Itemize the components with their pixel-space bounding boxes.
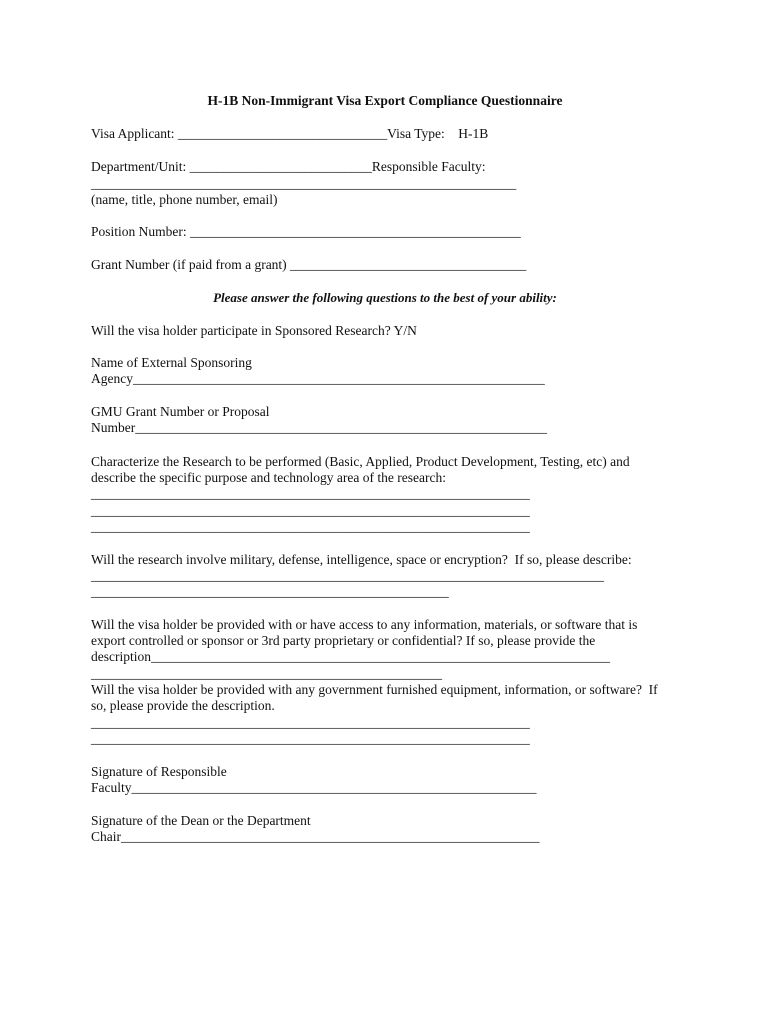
characterize-blank-1: _________________________________________________________________ xyxy=(91,486,530,501)
faculty-note: (name, title, phone number, email) xyxy=(91,192,278,207)
sponsored-research-question: Will the visa holder participate in Sponsored Research? Y/N xyxy=(91,323,417,338)
characterize-blank-2: _________________________________________________________________ xyxy=(91,503,530,518)
document-title: H-1B Non-Immigrant Visa Export Compliance Questionnaire xyxy=(207,93,563,108)
sponsor-agency-line: Agency_____________________________________________________________ xyxy=(91,371,545,386)
export-blank: ____________________________________________________ xyxy=(91,666,442,681)
characterize-blank-3: _________________________________________________________________ xyxy=(91,519,530,534)
grant-number-line: Grant Number (if paid from a grant) ___________________________________ xyxy=(91,257,527,272)
gmu-grant-line: Number_____________________________________________________________ xyxy=(91,420,547,435)
characterize-text-1: Characterize the Research to be performed (Basic, Applied, Product Development, Testing, etc) and xyxy=(91,454,630,469)
export-question-2: export controlled or sponsor or 3rd party proprietary or confidential? If so, please provide the xyxy=(91,633,596,648)
sponsor-label: Name of External Sponsoring xyxy=(91,355,252,370)
characterize-text-2: describe the specific purpose and technology area of the research: xyxy=(91,470,446,485)
export-question-3: description____________________________________________________________________ xyxy=(91,649,610,664)
military-blank-2: _____________________________________________________ xyxy=(91,584,449,599)
military-blank-1: ____________________________________________________________________________ xyxy=(91,568,604,583)
visa-applicant-line: Visa Applicant: _______________________________Visa Type: H-1B xyxy=(91,126,489,141)
signature-dean-label: Signature of the Dean or the Department xyxy=(91,813,311,828)
government-blank-2: _________________________________________________________________ xyxy=(91,731,530,746)
government-blank-1: _________________________________________________________________ xyxy=(91,715,530,730)
government-question-1: Will the visa holder be provided with any government furnished equipment, information, or software? If xyxy=(91,682,658,697)
signature-dean-line: Chair______________________________________________________________ xyxy=(91,829,540,844)
government-question-2: so, please provide the description. xyxy=(91,698,275,713)
signature-faculty-line: Faculty____________________________________________________________ xyxy=(91,780,537,795)
military-question: Will the research involve military, defense, intelligence, space or encryption? If so, please describe: xyxy=(91,552,632,567)
export-question-1: Will the visa holder be provided with or have access to any information, materials, or software that is xyxy=(91,617,638,632)
signature-faculty-label: Signature of Responsible xyxy=(91,764,227,779)
gmu-grant-label: GMU Grant Number or Proposal xyxy=(91,404,270,419)
instruction-text: Please answer the following questions to the best of your ability: xyxy=(213,290,557,305)
position-number-line: Position Number: _________________________________________________ xyxy=(91,224,521,239)
department-line: Department/Unit: ___________________________Responsible Faculty: xyxy=(91,159,486,174)
faculty-blank-line: _______________________________________________________________ xyxy=(91,176,517,191)
